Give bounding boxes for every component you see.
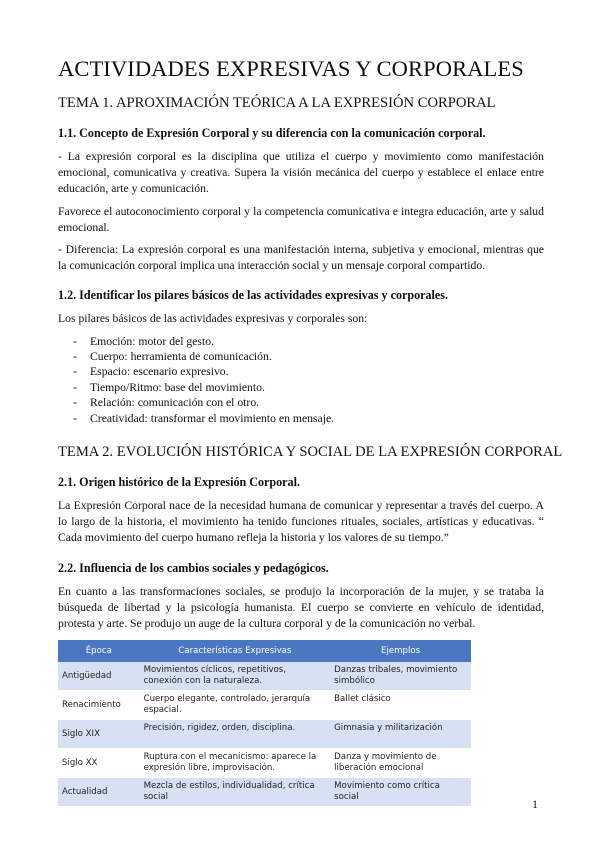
dash-bullet: -: [73, 365, 77, 379]
list-item: [58, 334, 544, 349]
list-item-text: Creatividad: transformar el movimiento en mensaje.: [90, 411, 335, 425]
dash-bullet: -: [73, 411, 77, 425]
list-item-text: Espacio: escenario expresivo.: [90, 365, 229, 379]
cell-ejemplos: Gimnasia y militarización: [330, 720, 471, 749]
list-item: [58, 395, 544, 410]
section-2-1-paragraph: La Expresión Corporal nace de la necesidad humana de comunicar y representar a través del cuerpo. A lo largo de la historia, el movimiento ha tenido funciones rituales, sociales, artísticas y educativas. “ Cada movimiento del cuerpo humano refleja la historia y los valores de su tiempo.”: [58, 499, 544, 545]
dash-bullet: -: [73, 380, 77, 394]
section-1-2-heading: 1.2. Identificar los pilares básicos de las actividades expresivas y corporales.: [58, 288, 449, 303]
page-content: [58, 56, 563, 807]
table-row: [58, 778, 471, 807]
section-1-2-intro: Los pilares básicos de las actividades expresivas y corporales son:: [58, 312, 368, 326]
section-2-2-heading: 2.2. Influencia de los cambios sociales y pedagógicos.: [58, 560, 329, 575]
section-2-1-heading: 2.1. Origen histórico de la Expresión Corporal.: [58, 475, 300, 490]
cell-epoca: Siglo XIX: [58, 720, 140, 749]
dash-bullet: -: [73, 396, 77, 410]
cell-caracteristicas: Mezcla de estilos, individualidad, crítica social: [140, 778, 331, 807]
table-row: [58, 662, 471, 691]
table-header-row: [58, 640, 471, 662]
cell-ejemplos: Ballet clásico: [330, 691, 471, 720]
list-item-text: Cuerpo: herramienta de comunicación.: [90, 350, 272, 364]
list-item: [58, 349, 544, 364]
history-table: [58, 640, 471, 807]
cell-caracteristicas: Movimientos cíclicos, repetitivos, conexión con la naturaleza.: [140, 662, 331, 691]
tema2-heading: TEMA 2. EVOLUCIÓN HISTÓRICA Y SOCIAL DE LA EXPRESIÓN CORPORAL: [58, 444, 563, 461]
cell-ejemplos: Movimiento como crítica social: [330, 778, 471, 807]
document-title: ACTIVIDADES EXPRESIVAS Y CORPORALES: [58, 56, 524, 81]
cell-epoca: Antigüedad: [58, 662, 140, 691]
cell-epoca: Renacimiento: [58, 691, 140, 720]
table-row: [58, 749, 471, 778]
list-item-text: Tiempo/Ritmo: base del movimiento.: [90, 380, 265, 394]
header-ejemplos: Ejemplos: [330, 640, 471, 662]
cell-ejemplos: Danza y movimiento de liberación emocional: [330, 749, 471, 778]
header-caracteristicas: Características Expresivas: [140, 640, 331, 662]
cell-caracteristicas: Cuerpo elegante, controlado, jerarquía espacial.: [140, 691, 331, 720]
section-1-1-paragraph-3: - Diferencia: La expresión corporal es una manifestación interna, subjetiva y emocional, mientras que la comunicación corporal implica una interacción social y un mensaje corporal compartido.: [58, 243, 544, 273]
dash-bullet: -: [73, 350, 77, 364]
cell-ejemplos: Danzas tribales, movimiento simbólico: [330, 662, 471, 691]
cell-caracteristicas: Ruptura con el mecanicismo: aparece la expresión libre, improvisación.: [140, 749, 331, 778]
list-item: [58, 364, 544, 379]
list-item: [58, 380, 544, 395]
list-item: [58, 411, 544, 426]
list-item-text: Emoción: motor del gesto.: [90, 334, 214, 348]
pillars-list: [58, 334, 544, 426]
table-row: [58, 720, 471, 749]
section-1-1-heading: 1.1. Concepto de Expresión Corporal y su diferencia con la comunicación corporal.: [58, 126, 486, 140]
dash-bullet: -: [73, 334, 77, 348]
section-1-1-paragraph-1: - La expresión corporal es la disciplina que utiliza el cuerpo y movimiento como manifestación emocional, comunicativa y creativa. Supera la visión mecánica del cuerpo y establece el enlace entre educación, arte y comunicación.: [58, 150, 544, 196]
table-row: [58, 691, 471, 720]
cell-epoca: Siglo XX: [58, 749, 140, 778]
page-number: 1: [532, 797, 538, 811]
section-1-1-paragraph-2: Favorece el autoconocimiento corporal y la competencia comunicativa e integra educación, arte y salud emocional.: [58, 204, 544, 234]
list-item-text: Relación: comunicación con el otro.: [90, 396, 260, 410]
cell-caracteristicas: Precisión, rigidez, orden, disciplina.: [140, 720, 331, 749]
tema1-heading: TEMA 1. APROXIMACIÓN TEÓRICA A LA EXPRESIÓN CORPORAL: [58, 95, 496, 111]
cell-epoca: Actualidad: [58, 778, 140, 807]
section-2-2-paragraph: En cuanto a las transformaciones sociales, se produjo la incorporación de la mujer, y se trataba la búsqueda de libertad y la psicología humanista. El cuerpo se convierte en vehículo de identidad, protesta y arte. Se produjo un auge de la cultura corporal y de la comunicación no verbal.: [58, 584, 544, 631]
header-epoca: Época: [58, 640, 140, 662]
